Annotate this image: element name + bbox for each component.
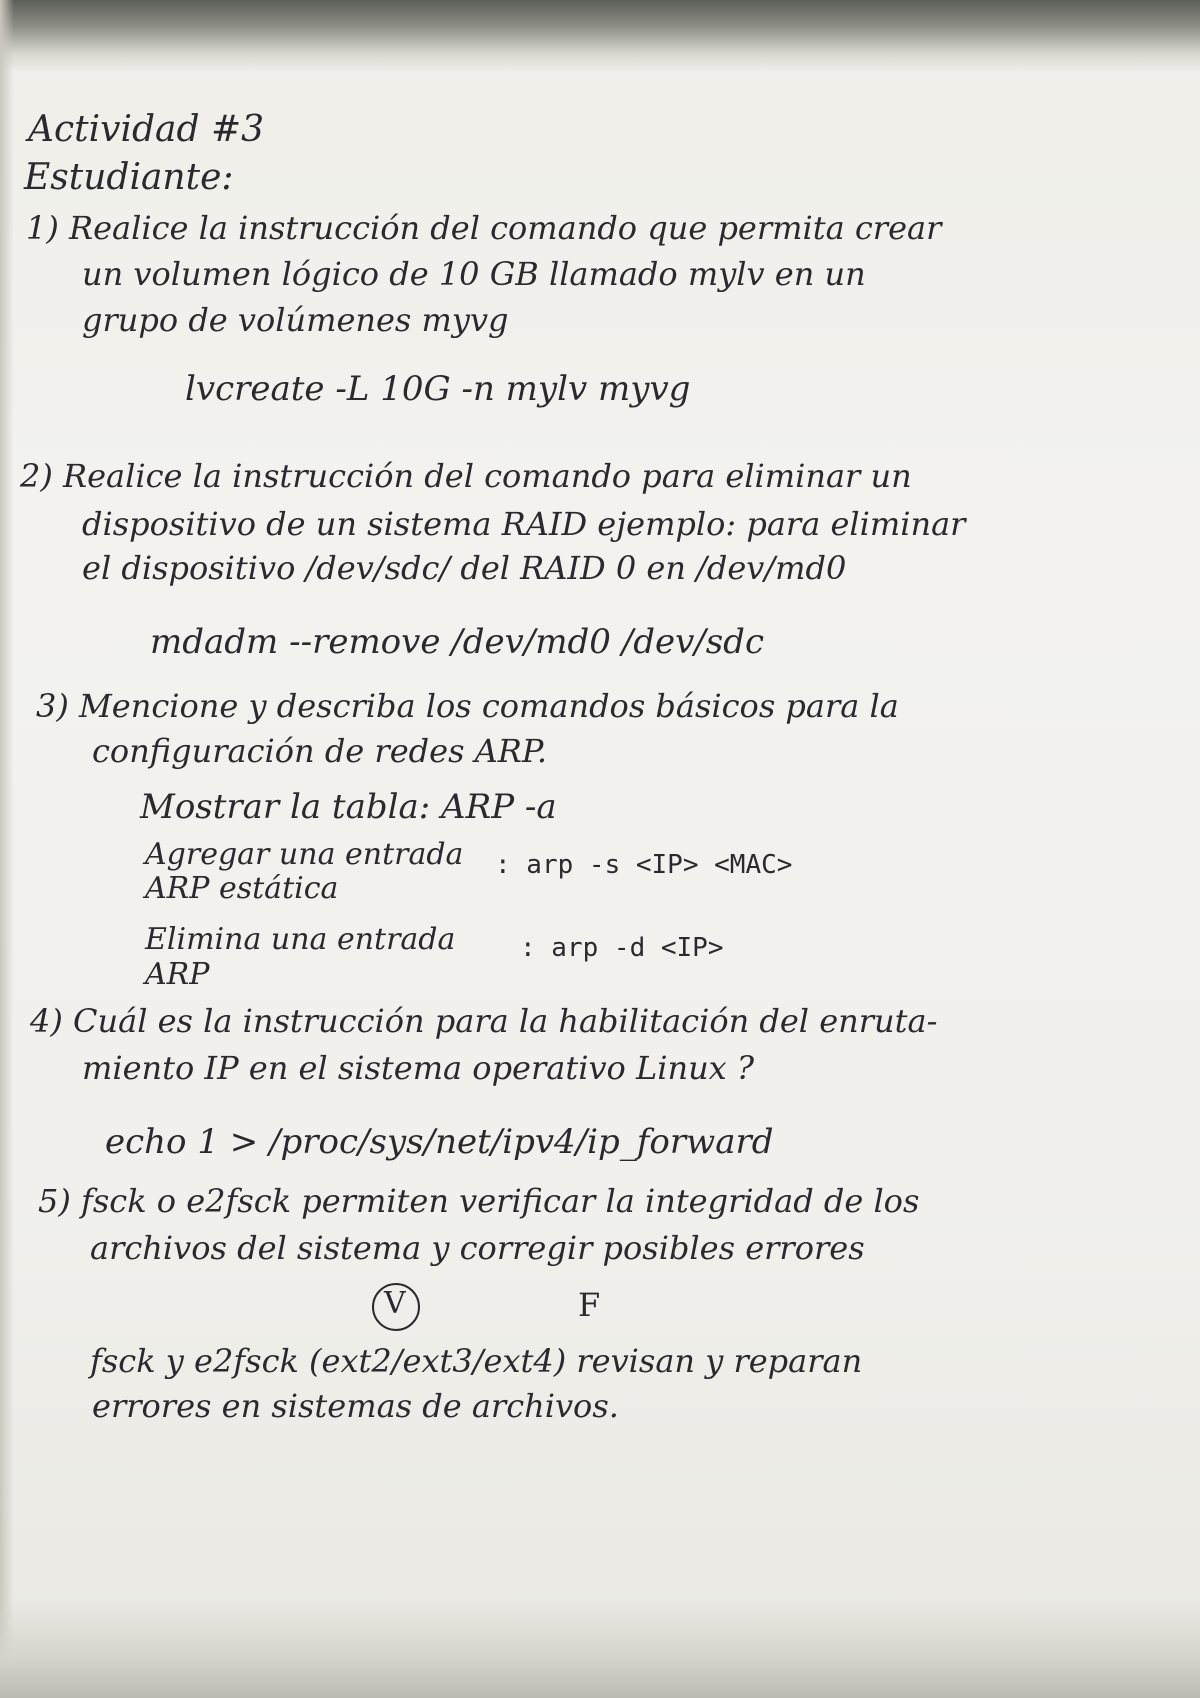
student-label: Estudiante: <box>24 157 234 198</box>
answer-5-line-2: errores en sistemas de archivos. <box>92 1387 619 1425</box>
answer-4: echo 1 > /proc/sys/net/ipv4/ip_forward <box>105 1122 774 1162</box>
question-2-line-1: 2) Realice la instrucción del comando para eliminar un <box>20 457 912 495</box>
answer-3-delete-entry-label: Elimina una entrada <box>145 922 456 957</box>
question-5-line-1: 5) fsck o e2fsck permiten verificar la integridad de los <box>38 1182 920 1220</box>
question-4-line-1: 4) Cuál es la instrucción para la habilitación del enruta- <box>30 1002 938 1040</box>
question-1-line-3: grupo de volúmenes myvg <box>82 301 509 339</box>
answer-3-add-entry-label: Agregar una entrada <box>145 837 464 872</box>
question-5-line-2: archivos del sistema y corregir posibles errores <box>90 1229 865 1267</box>
question-2-line-3: el dispositivo /dev/sdc/ del RAID 0 en /dev/md0 <box>82 549 847 587</box>
question-1-line-2: un volumen lógico de 10 GB llamado mylv en un <box>82 255 866 293</box>
answer-2: mdadm --remove /dev/md0 /dev/sdc <box>150 622 764 662</box>
question-4-line-2: miento IP en el sistema operativo Linux ? <box>82 1049 755 1087</box>
question-2-line-2: dispositivo de un sistema RAID ejemplo: para eliminar <box>82 505 966 543</box>
page-bottom-shadow <box>0 1600 1200 1698</box>
answer-3-delete-entry-label-2: ARP <box>145 957 210 992</box>
page-left-shadow <box>0 0 14 1698</box>
answer-3-delete-entry-cmd: : arp -d <IP> <box>520 933 724 963</box>
question-3-line-2: configuración de redes ARP. <box>92 732 548 770</box>
option-true: V <box>384 1286 406 1321</box>
answer-1: lvcreate -L 10G -n mylv myvg <box>185 369 691 409</box>
answer-3-add-entry-label-2: ARP estática <box>145 871 339 906</box>
option-false: F <box>578 1286 601 1324</box>
question-1-line-1: 1) Realice la instrucción del comando que permita crear <box>26 209 942 247</box>
page-title: Actividad #3 <box>28 109 265 150</box>
answer-3-add-entry-cmd: : arp -s <IP> <MAC> <box>495 850 793 880</box>
question-3-line-1: 3) Mencione y describa los comandos básicos para la <box>36 687 899 725</box>
answer-5-line-1: fsck y e2fsck (ext2/ext3/ext4) revisan y reparan <box>90 1342 863 1380</box>
answer-3-show-table: Mostrar la tabla: ARP -a <box>140 787 557 827</box>
page-top-shadow <box>0 0 1200 72</box>
